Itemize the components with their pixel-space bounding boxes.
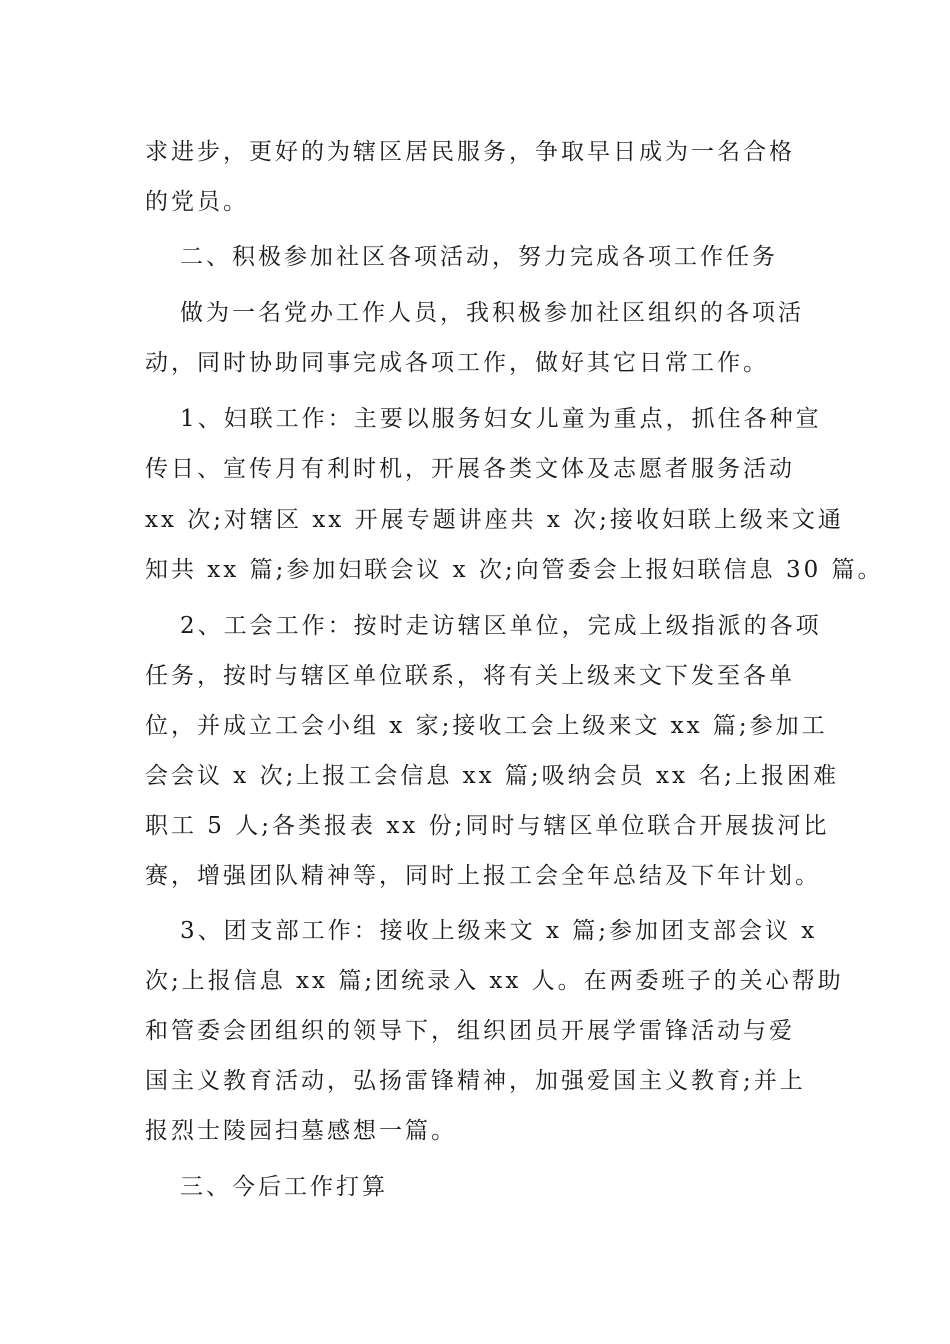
text-line: 会会议 x 次;上报工会信息 xx 篇;吸纳会员 xx 名;上报困难 — [145, 763, 839, 789]
text-line: xx 次;对辖区 xx 开展专题讲座共 x 次;接收妇联上级来文通 — [145, 507, 844, 533]
text-line: 动，同时协助同事完成各项工作，做好其它日常工作。 — [145, 350, 769, 376]
text-line: 传日、宣传月有利时机，开展各类文体及志愿者服务活动 — [145, 456, 795, 482]
text-line: 次;上报信息 xx 篇;团统录入 xx 人。在两委班子的关心帮助 — [145, 968, 844, 994]
text-line: 做为一名党办工作人员，我积极参加社区组织的各项活 — [180, 300, 804, 326]
text-line: 的党员。 — [145, 189, 249, 215]
text-line: 国主义教育活动，弘扬雷锋精神，加强爱国主义教育;并上 — [145, 1068, 806, 1094]
text-line: 和管委会团组织的领导下，组织团员开展学雷锋活动与爱 — [145, 1018, 795, 1044]
text-line: 职工 5 人;各类报表 xx 份;同时与辖区单位联合开展拔河比 — [145, 813, 830, 839]
text-line: 3、团支部工作：接收上级来文 x 篇;参加团支部会议 x — [180, 918, 818, 944]
text-line: 1、妇联工作：主要以服务妇女儿童为重点，抓住各种宣 — [180, 406, 822, 432]
text-line: 赛，增强团队精神等，同时上报工会全年总结及下年计划。 — [145, 863, 821, 889]
text-line: 2、工会工作：按时走访辖区单位，完成上级指派的各项 — [180, 613, 822, 639]
text-line: 求进步，更好的为辖区居民服务，争取早日成为一名合格 — [145, 139, 795, 165]
section-heading: 二、积极参加社区各项活动，努力完成各项工作任务 — [180, 244, 778, 270]
text-line: 任务，按时与辖区单位联系，将有关上级来文下发至各单 — [145, 663, 795, 689]
section-heading: 三、今后工作打算 — [180, 1174, 388, 1200]
text-line: 位，并成立工会小组 x 家;接收工会上级来文 xx 篇;参加工 — [145, 713, 828, 739]
text-line: 报烈士陵园扫墓感想一篇。 — [145, 1118, 457, 1144]
text-line: 知共 xx 篇;参加妇联会议 x 次;向管委会上报妇联信息 30 篇。 — [145, 557, 884, 583]
